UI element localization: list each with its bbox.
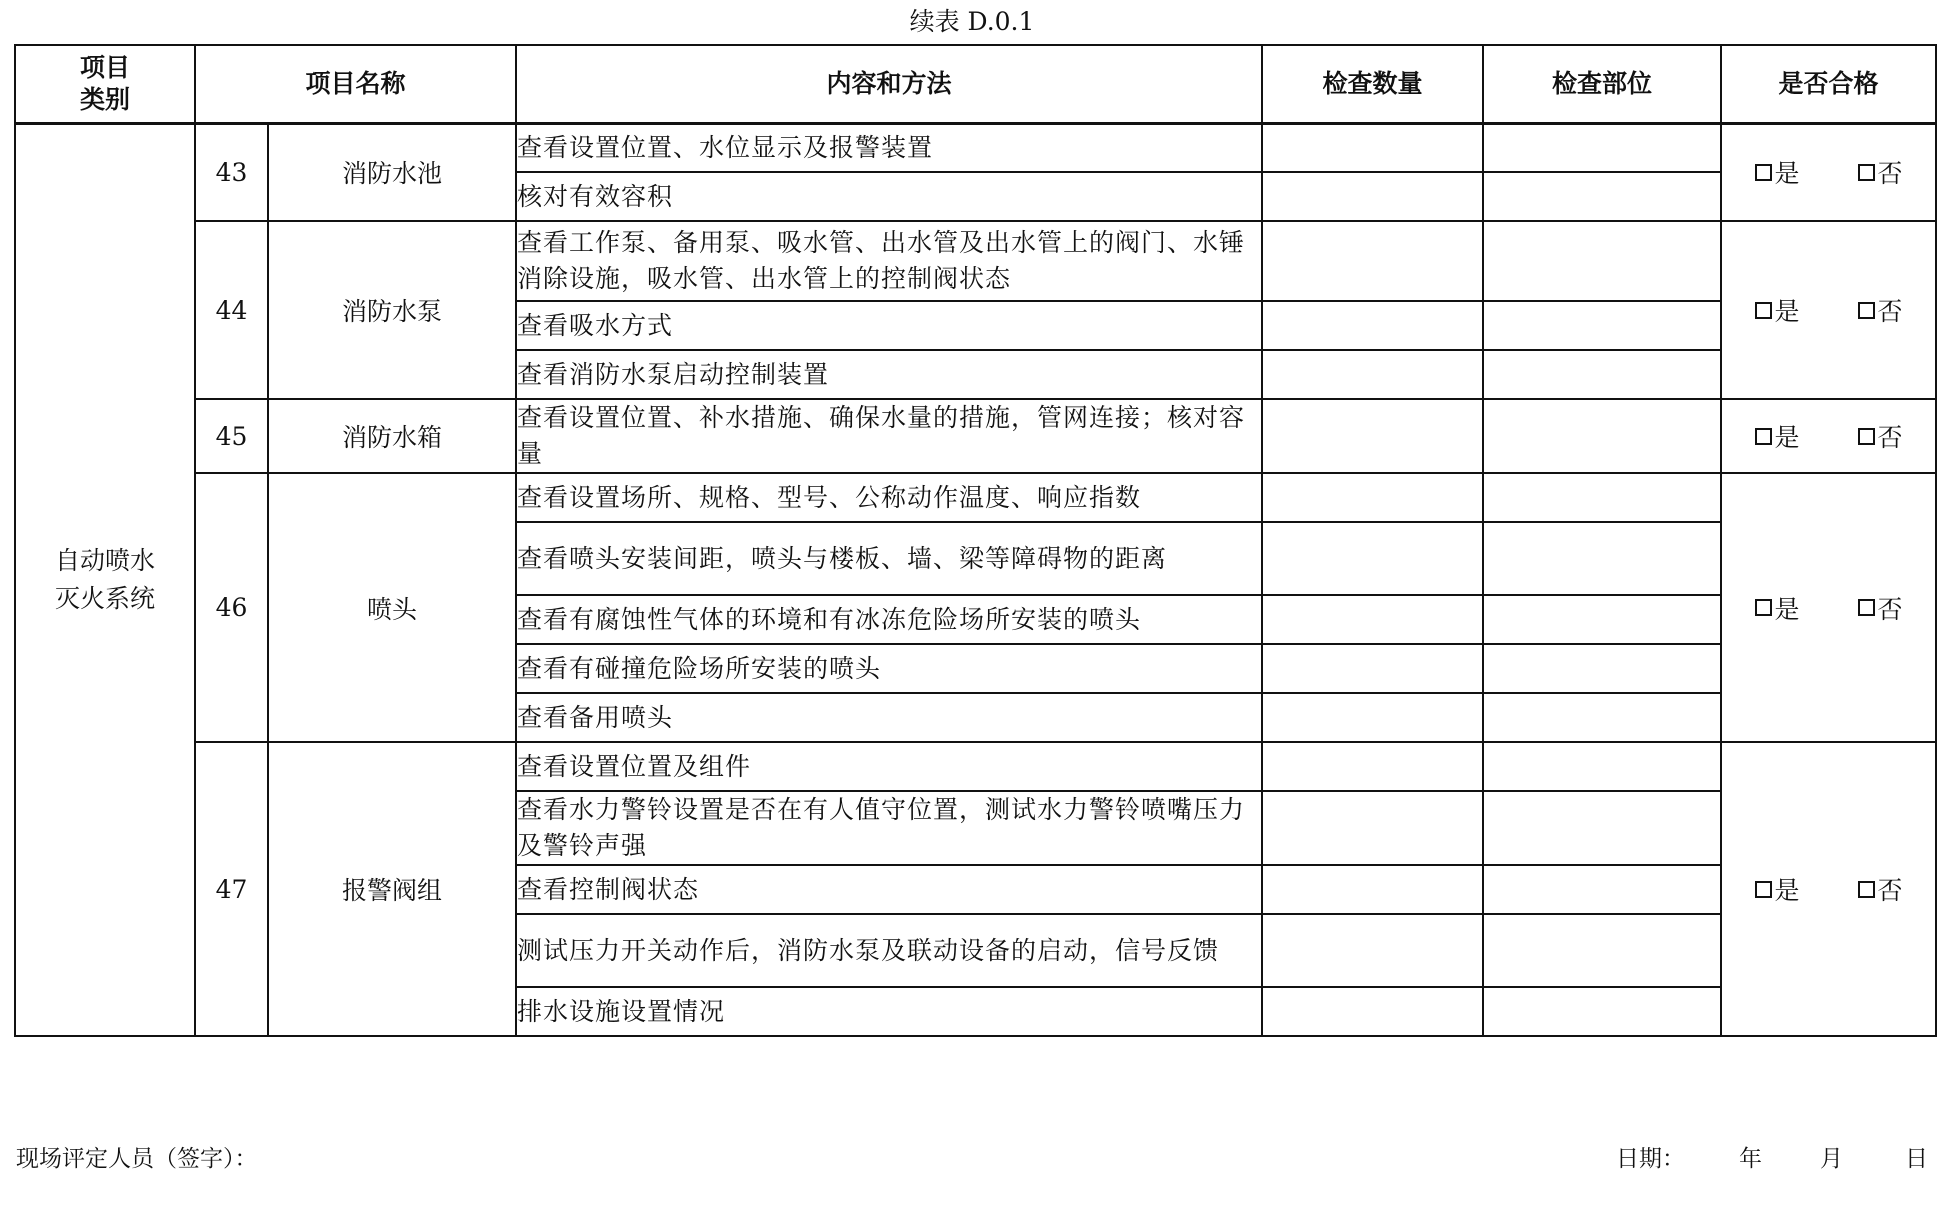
content-cell: 查看喷头安装间距，喷头与楼板、墙、梁等障碍物的距离	[516, 522, 1262, 595]
content-cell: 排水设施设置情况	[516, 987, 1262, 1036]
qualified-cell	[1721, 221, 1936, 399]
qualified-cell	[1721, 742, 1936, 1036]
quantity-cell[interactable]	[1262, 987, 1483, 1036]
table-row	[15, 221, 1936, 301]
quantity-cell[interactable]	[1262, 791, 1483, 865]
location-cell[interactable]	[1483, 221, 1721, 301]
content-cell: 查看设置位置及组件	[516, 742, 1262, 791]
checkbox-square-icon	[1858, 881, 1875, 898]
header-check-location: 检查部位	[1483, 45, 1721, 123]
location-cell[interactable]	[1483, 123, 1721, 172]
checkbox-square-icon	[1755, 164, 1772, 181]
quantity-cell[interactable]	[1262, 644, 1483, 693]
month-label: 月	[1820, 1146, 1843, 1172]
no-checkbox[interactable]: 否	[1858, 871, 1903, 907]
header-category: 项目 类别	[15, 45, 195, 123]
qualified-cell	[1721, 123, 1936, 221]
inspection-table	[14, 44, 1937, 1037]
checkbox-square-icon	[1755, 881, 1772, 898]
content-cell: 测试压力开关动作后，消防水泵及联动设备的启动，信号反馈	[516, 914, 1262, 987]
location-cell[interactable]	[1483, 595, 1721, 644]
content-cell: 查看工作泵、备用泵、吸水管、出水管及出水管上的阀门、水锤消除设施，吸水管、出水管上的控制阀状态	[516, 221, 1262, 301]
no-checkbox[interactable]: 否	[1858, 418, 1903, 454]
date-label: 日期：	[1616, 1146, 1685, 1172]
checkbox-square-icon	[1858, 164, 1875, 181]
quantity-cell[interactable]	[1262, 350, 1483, 399]
location-cell[interactable]	[1483, 522, 1721, 595]
yes-checkbox[interactable]: 是	[1755, 418, 1800, 454]
content-cell: 核对有效容积	[516, 172, 1262, 221]
content-cell: 查看吸水方式	[516, 301, 1262, 350]
no-checkbox[interactable]: 否	[1858, 292, 1903, 328]
location-cell[interactable]	[1483, 987, 1721, 1036]
table-caption: 续表 D.0.1	[909, 7, 1035, 36]
item-number: 46	[195, 473, 268, 742]
year-label: 年	[1739, 1146, 1762, 1172]
date-line	[1616, 1140, 1928, 1173]
yes-checkbox[interactable]: 是	[1755, 590, 1800, 626]
table-row	[15, 473, 1936, 522]
checkbox-square-icon	[1755, 302, 1772, 319]
location-cell[interactable]	[1483, 473, 1721, 522]
yes-checkbox[interactable]: 是	[1755, 154, 1800, 190]
no-checkbox[interactable]: 否	[1858, 154, 1903, 190]
quantity-cell[interactable]	[1262, 172, 1483, 221]
location-cell[interactable]	[1483, 172, 1721, 221]
location-cell[interactable]	[1483, 350, 1721, 399]
item-number: 47	[195, 742, 268, 1036]
quantity-cell[interactable]	[1262, 399, 1483, 473]
category-cell: 自动喷水 灭火系统	[15, 123, 195, 1036]
item-name: 消防水泵	[268, 221, 516, 399]
checkbox-square-icon	[1858, 428, 1875, 445]
quantity-cell[interactable]	[1262, 742, 1483, 791]
header-check-quantity: 检查数量	[1262, 45, 1483, 123]
location-cell[interactable]	[1483, 914, 1721, 987]
signer-label: 现场评定人员（签字）：	[16, 1146, 258, 1172]
checkbox-square-icon	[1755, 428, 1772, 445]
qualified-cell	[1721, 473, 1936, 742]
content-cell: 查看设置位置、补水措施、确保水量的措施，管网连接；核对容量	[516, 399, 1262, 473]
item-name: 消防水池	[268, 123, 516, 221]
location-cell[interactable]	[1483, 791, 1721, 865]
content-cell: 查看有碰撞危险场所安装的喷头	[516, 644, 1262, 693]
content-cell: 查看备用喷头	[516, 693, 1262, 742]
item-name: 喷头	[268, 473, 516, 742]
item-number: 44	[195, 221, 268, 399]
header-row	[15, 45, 1936, 123]
content-cell: 查看有腐蚀性气体的环境和有冰冻危险场所安装的喷头	[516, 595, 1262, 644]
content-cell: 查看设置场所、规格、型号、公称动作温度、响应指数	[516, 473, 1262, 522]
item-name: 报警阀组	[268, 742, 516, 1036]
no-checkbox[interactable]: 否	[1858, 590, 1903, 626]
location-cell[interactable]	[1483, 742, 1721, 791]
quantity-cell[interactable]	[1262, 123, 1483, 172]
table-row	[15, 399, 1936, 473]
checkbox-square-icon	[1858, 302, 1875, 319]
quantity-cell[interactable]	[1262, 221, 1483, 301]
qualified-cell	[1721, 399, 1936, 473]
table-row	[15, 123, 1936, 172]
quantity-cell[interactable]	[1262, 914, 1483, 987]
quantity-cell[interactable]	[1262, 595, 1483, 644]
location-cell[interactable]	[1483, 399, 1721, 473]
yes-checkbox[interactable]: 是	[1755, 292, 1800, 328]
content-cell: 查看消防水泵启动控制装置	[516, 350, 1262, 399]
day-label: 日	[1905, 1146, 1928, 1172]
item-name: 消防水箱	[268, 399, 516, 473]
header-qualified: 是否合格	[1721, 45, 1936, 123]
checkbox-square-icon	[1858, 599, 1875, 616]
content-cell: 查看控制阀状态	[516, 865, 1262, 914]
quantity-cell[interactable]	[1262, 693, 1483, 742]
content-cell: 查看设置位置、水位显示及报警装置	[516, 123, 1262, 172]
quantity-cell[interactable]	[1262, 865, 1483, 914]
quantity-cell[interactable]	[1262, 522, 1483, 595]
quantity-cell[interactable]	[1262, 473, 1483, 522]
location-cell[interactable]	[1483, 301, 1721, 350]
location-cell[interactable]	[1483, 644, 1721, 693]
content-cell: 查看水力警铃设置是否在有人值守位置，测试水力警铃喷嘴压力及警铃声强	[516, 791, 1262, 865]
quantity-cell[interactable]	[1262, 301, 1483, 350]
table-row	[15, 742, 1936, 791]
yes-checkbox[interactable]: 是	[1755, 871, 1800, 907]
header-content-method: 内容和方法	[516, 45, 1262, 123]
header-item-name: 项目名称	[195, 45, 516, 123]
item-number: 45	[195, 399, 268, 473]
location-cell[interactable]	[1483, 865, 1721, 914]
item-number: 43	[195, 123, 268, 221]
location-cell[interactable]	[1483, 693, 1721, 742]
checkbox-square-icon	[1755, 599, 1772, 616]
